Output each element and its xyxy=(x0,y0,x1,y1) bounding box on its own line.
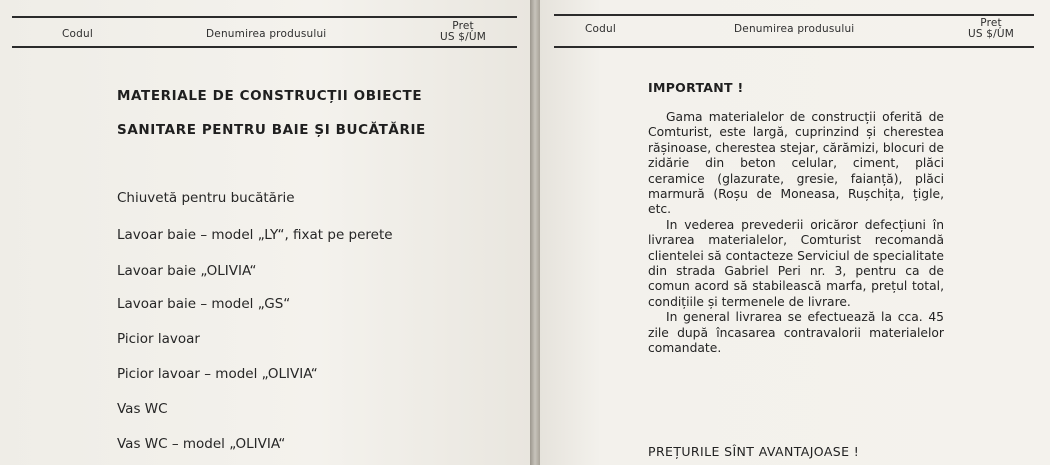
important-body xyxy=(648,110,944,357)
body-paragraph: In general livrarea se efectuează la cca. 45 zile după încasarea contravalorii materialelor comandate. xyxy=(648,310,944,356)
prices-footer: PREȚURILE SÎNT AVANTAJOASE ! xyxy=(648,444,860,459)
important-heading: IMPORTANT ! xyxy=(648,80,744,95)
product-item: Picior lavoar – model „OLIVIA“ xyxy=(117,366,318,382)
product-item: Vas WC xyxy=(117,401,168,417)
product-item: Lavoar baie – model „LY“, fixat pe perete xyxy=(117,227,393,243)
right-page xyxy=(540,0,1050,465)
section-title-line-1: MATERIALE DE CONSTRUCȚII OBIECTE xyxy=(117,88,423,104)
price-label-line-1: Preț xyxy=(452,20,474,32)
book-gutter xyxy=(530,0,540,465)
product-item: Vas WC – model „OLIVIA“ xyxy=(117,436,286,452)
price-label-line-1: Preț xyxy=(980,17,1002,29)
header-code-label: Codul xyxy=(62,28,93,40)
header-top-rule xyxy=(12,16,517,18)
header-top-rule xyxy=(554,14,1034,16)
section-title-line-2: SANITARE PENTRU BAIE ȘI BUCĂTĂRIE xyxy=(117,122,426,138)
product-item: Lavoar baie – model „GS“ xyxy=(117,296,291,312)
price-label-line-2: US $/UM xyxy=(968,28,1015,40)
body-paragraph: Gama materialelor de construcții oferită de Comturist, este largă, cuprinzind și cherestea rășinoase, cherestea stejar, cărămizi, blocuri de zidărie din beton celular, ciment, plăci ceramice (glazurate, gresie, faianță), plăci marmură (Roșu de Moneasa, Rușchița, țigle, etc. xyxy=(648,110,944,217)
header-price-label xyxy=(440,21,486,43)
product-item: Lavoar baie „OLIVIA“ xyxy=(117,263,257,279)
header-code-label: Codul xyxy=(585,23,616,35)
header-bottom-rule xyxy=(12,46,517,48)
header-price-label xyxy=(968,18,1014,40)
header-name-label: Denumirea produsului xyxy=(206,28,327,40)
price-label-line-2: US $/UM xyxy=(440,31,487,43)
product-item: Chiuvetă pentru bucătărie xyxy=(117,190,295,206)
header-bottom-rule xyxy=(554,46,1034,48)
header-name-label: Denumirea produsului xyxy=(734,23,855,35)
product-item: Picior lavoar xyxy=(117,331,200,347)
body-paragraph: In vederea prevederii oricăror defecțiuni în livrarea materialelor, Comturist recomandă clientelei să contacteze Serviciul de specialitate din strada Gabriel Peri nr. 3, pentru ca de comun acord să stabilească marfa, prețul total, condițiile și termenele de livrare. xyxy=(648,217,944,309)
